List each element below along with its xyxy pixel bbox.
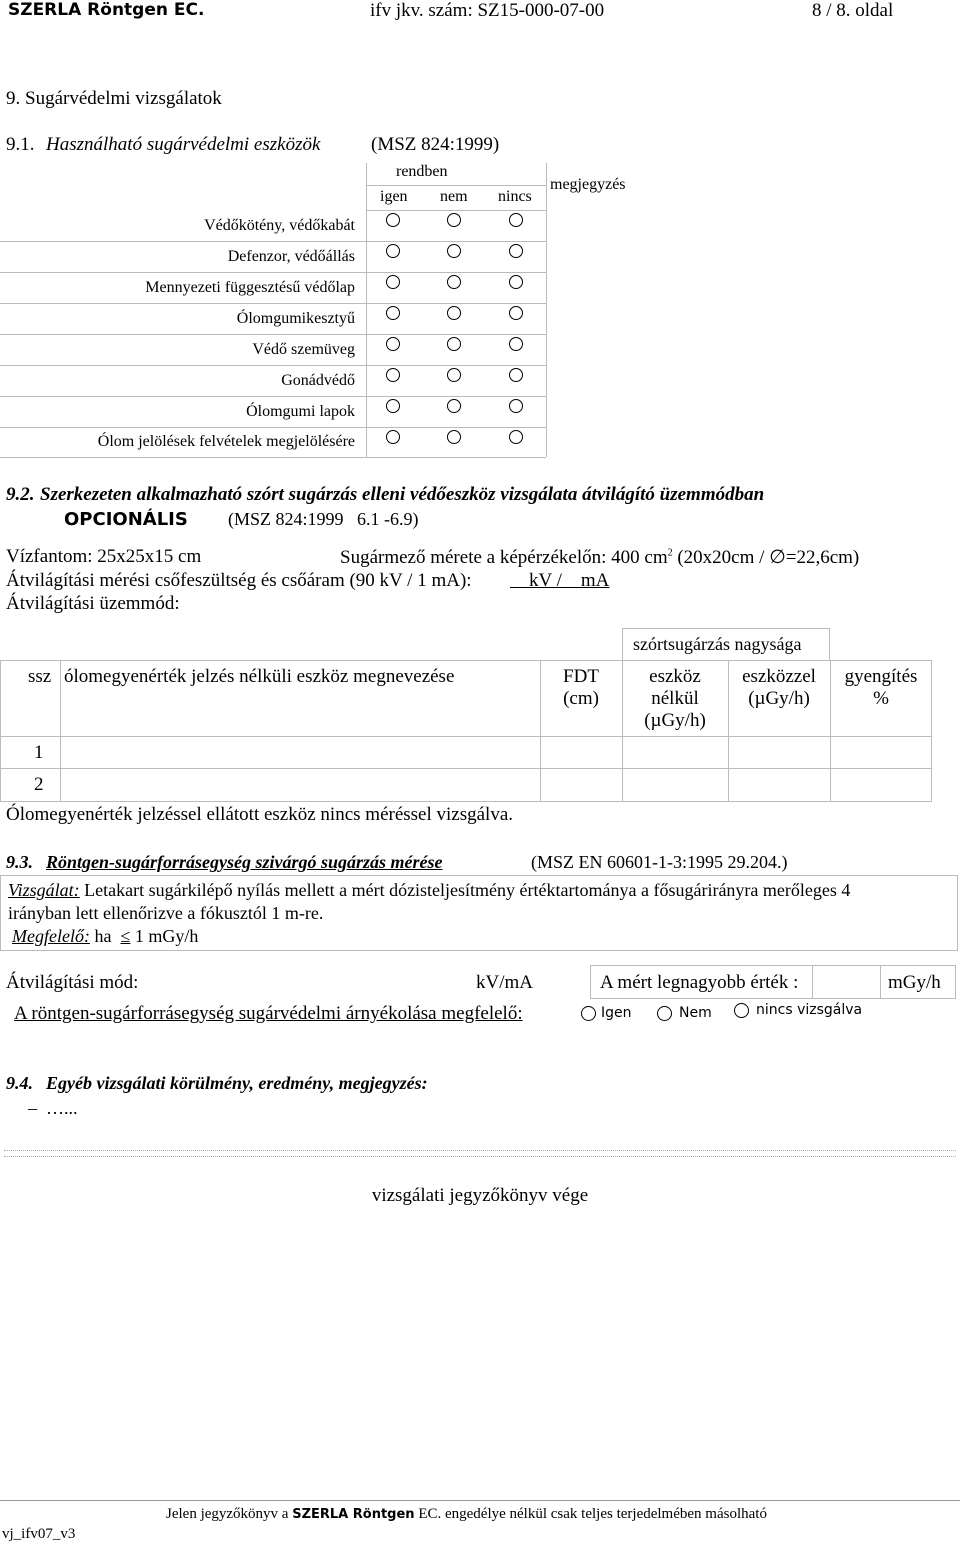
separator-line [4, 1156, 956, 1157]
radio-yes[interactable] [386, 368, 400, 382]
section-title: Egyéb vizsgálati körülmény, eredmény, megjegyzés: [46, 1073, 428, 1093]
section-standard: (MSZ 824:1999) [371, 134, 500, 155]
radio-none[interactable] [734, 1003, 749, 1018]
end-of-report: vizsgálati jegyzőkönyv vége [371, 1185, 589, 1206]
report-number: ifv jkv. szám: SZ15-000-07-00 [370, 0, 605, 21]
mode-label: Átvilágítási mód: [6, 972, 139, 993]
radio-no[interactable] [447, 244, 461, 258]
section-number: 9.3. [6, 852, 33, 872]
radio-no[interactable] [447, 275, 461, 289]
col-header-with: eszközzel (µGy/h) [742, 666, 816, 709]
max-unit: mGy/h [888, 972, 941, 993]
radio-none[interactable] [509, 244, 523, 258]
col-header-ssz: ssz [28, 666, 52, 687]
section-number: 9.2. [6, 484, 35, 505]
note-text: Ólomegyenérték jelzéssel ellátott eszköz nincs méréssel vizsgálva. [6, 804, 514, 825]
criteria-line: Megfelelő: ha ≤ 1 mGy/h [12, 926, 199, 946]
equipment-label: Védőkötény, védőkabát [204, 217, 355, 234]
voltage-value[interactable]: kV / mA [510, 570, 610, 591]
footer-notice: Jelen jegyzőkönyv a SZERLA Röntgen EC. engedélye nélkül csak teljes terjedelmében másolható [166, 1506, 767, 1522]
test-line-2: irányban lett ellenőrizve a fókusztól 1 m-re. [8, 903, 324, 923]
radio-yes[interactable] [386, 213, 400, 227]
section-title: Szerkezeten alkalmazható szórt sugárzás elleni védőeszköz vizsgálata átvilágító üzemmódban [40, 484, 765, 505]
radio-none[interactable] [509, 306, 523, 320]
radio-yes[interactable] [386, 244, 400, 258]
col-header-yes: igen [380, 188, 408, 205]
col-header-fdt: FDT (cm) [563, 666, 599, 709]
radio-yes[interactable] [386, 337, 400, 351]
col-header-no: nem [440, 188, 468, 205]
option-none-label: nincs vizsgálva [756, 1002, 863, 1018]
test-line-1: Vizsgálat: Letakart sugárkilépő nyílás mellett a mért dózisteljesítmény értéktartománya a fősugárirányra merőleges 4 [8, 880, 851, 900]
shield-question: A röntgen-sugárforrásegység sugárvédelmi árnyékolása megfelelő: [14, 1003, 523, 1024]
radio-no[interactable] [657, 1006, 672, 1021]
section-title: Használható sugárvédelmi eszközök [46, 134, 321, 155]
radio-none[interactable] [509, 213, 523, 227]
radio-yes[interactable] [386, 399, 400, 413]
radio-yes[interactable] [386, 430, 400, 444]
equipment-label: Mennyezeti függesztésű védőlap [145, 279, 355, 296]
col-header-note: megjegyzés [550, 176, 626, 193]
radio-none[interactable] [509, 337, 523, 351]
col-header-name: ólomegyenérték jelzés nélküli eszköz megnevezése [64, 666, 455, 687]
radio-none[interactable] [509, 368, 523, 382]
footer-divider [0, 1500, 960, 1501]
option-yes-label: Igen [601, 1005, 632, 1021]
equipment-label: Védő szemüveg [252, 341, 355, 358]
company-name: SZERLA Röntgen EC. [8, 0, 205, 20]
section-title: 9. Sugárvédelmi vizsgálatok [6, 88, 222, 109]
radio-no[interactable] [447, 399, 461, 413]
col-header-without: eszköz nélkül (µGy/h) [644, 666, 706, 731]
equipment-label: Gonádvédő [281, 372, 355, 389]
optional-badge: OPCIONÁLIS [64, 509, 188, 530]
col-group-header: rendben [396, 163, 448, 180]
radio-no[interactable] [447, 306, 461, 320]
col-header-none: nincs [498, 188, 532, 205]
page-number: 8 / 8. oldal [812, 0, 894, 21]
scatter-header: szórtsugárzás nagysága [633, 634, 802, 654]
separator-line [4, 1150, 956, 1151]
radio-none[interactable] [509, 399, 523, 413]
section-title: Röntgen-sugárforrásegység szivárgó sugárzás mérése [46, 852, 443, 872]
max-label: A mért legnagyobb érték : [600, 972, 799, 993]
voltage-label: Átvilágítási mérési csőfeszültség és csőáram (90 kV / 1 mA): [6, 570, 472, 591]
row-number: 2 [34, 774, 44, 795]
radio-no[interactable] [447, 430, 461, 444]
radio-no[interactable] [447, 368, 461, 382]
footer-code: vj_ifv07_v3 [2, 1526, 76, 1542]
equipment-label: Ólomgumi lapok [246, 403, 355, 420]
radio-yes[interactable] [581, 1006, 596, 1021]
equipment-label: Ólomgumikesztyű [236, 310, 355, 327]
radio-none[interactable] [509, 275, 523, 289]
option-no-label: Nem [679, 1005, 712, 1021]
section-number: 9.1. [6, 134, 35, 155]
max-value-input[interactable] [813, 966, 880, 998]
equipment-label: Defenzor, védőállás [227, 248, 355, 265]
radio-yes[interactable] [386, 306, 400, 320]
col-header-attenuation: gyengítés % [844, 666, 918, 709]
radio-none[interactable] [509, 430, 523, 444]
section-standard: (MSZ EN 60601-1-3:1995 29.204.) [531, 852, 788, 872]
section-standard: (MSZ 824:1999 6.1 -6.9) [228, 509, 419, 529]
phantom-label: Vízfantom: 25x25x15 cm [6, 546, 202, 567]
mode-label: Átvilágítási üzemmód: [6, 593, 180, 614]
remarks-text: – …... [28, 1098, 78, 1118]
radio-yes[interactable] [386, 275, 400, 289]
radio-no[interactable] [447, 337, 461, 351]
field-size: Sugármező mérete a képérzékelőn: 400 $cm^2$ (20x20cm / ∅=22,6cm) [340, 547, 860, 568]
diameter-icon: ∅ [769, 547, 786, 568]
mode-unit: kV/mA [476, 972, 533, 993]
radio-no[interactable] [447, 213, 461, 227]
row-number: 1 [34, 742, 44, 763]
equipment-label: Ólom jelölések felvételek megjelölésére [97, 433, 355, 450]
section-number: 9.4. [6, 1073, 33, 1093]
